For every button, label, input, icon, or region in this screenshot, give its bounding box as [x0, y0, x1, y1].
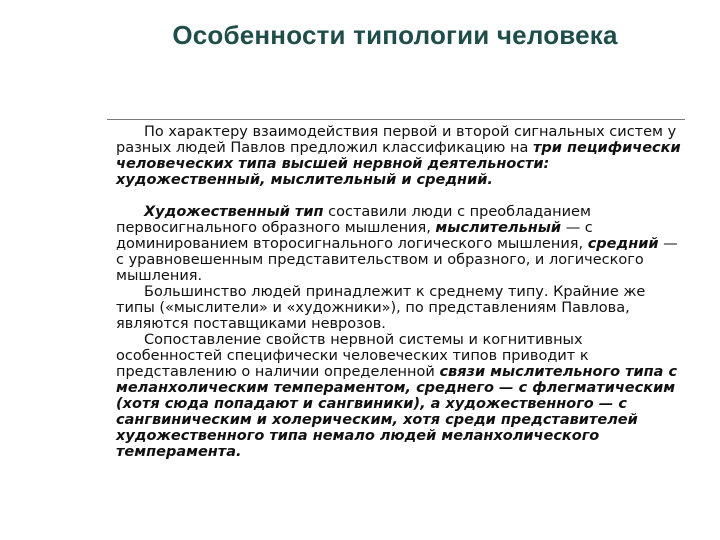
slide-title: Особенности типологии человека — [172, 20, 618, 50]
classification-types: три пецифически человеческих типа высшей нервной деятельности: художественный, мыслительный и средний. — [116, 140, 681, 188]
term-thinking-type: мыслительный — [435, 220, 562, 236]
classification-intro: По характеру взаимодействия первой и второй сигнальных систем у разных людей Павлов предложил классификацию на — [116, 124, 677, 156]
majority-text: Большинство людей принадлежит к среднему типу. Крайние же типы («мыслители» и «художники»), по представлениям Павлова, являются поставщиками неврозов. — [116, 284, 646, 332]
title-divider — [107, 119, 685, 120]
paragraph-classification — [116, 124, 686, 188]
slide-body — [116, 124, 686, 460]
term-artistic-type: Художественный тип — [144, 204, 324, 220]
average-type-description: — с уравновешенным представительством и образного, и логического мышления. — [116, 236, 678, 284]
term-average-type: средний — [587, 236, 659, 252]
thinking-type-description: — с доминированием второсигнального логического мышления, — [116, 220, 593, 252]
temperament-intro: Сопоставление свойств нервной системы и когнитивных особенностей специфически человеческих типов приводит к представлению о наличии определенной — [116, 332, 589, 380]
paragraph-types-definition — [116, 204, 686, 284]
artistic-type-description: составили люди с преобладанием первосигнального образного мышления, — [116, 204, 591, 236]
paragraph-majority — [116, 284, 686, 332]
temperament-links: связи мыслительного типа с меланхолическим темпераментом, среднего — с флегматическим (хотя сюда попадают и сангвиники), а художественного — с сангвиническим и холерическим, хотя среди представителей художественного типа немало людей меланхолического темперамента. — [116, 364, 678, 460]
paragraph-temperament — [116, 332, 686, 460]
